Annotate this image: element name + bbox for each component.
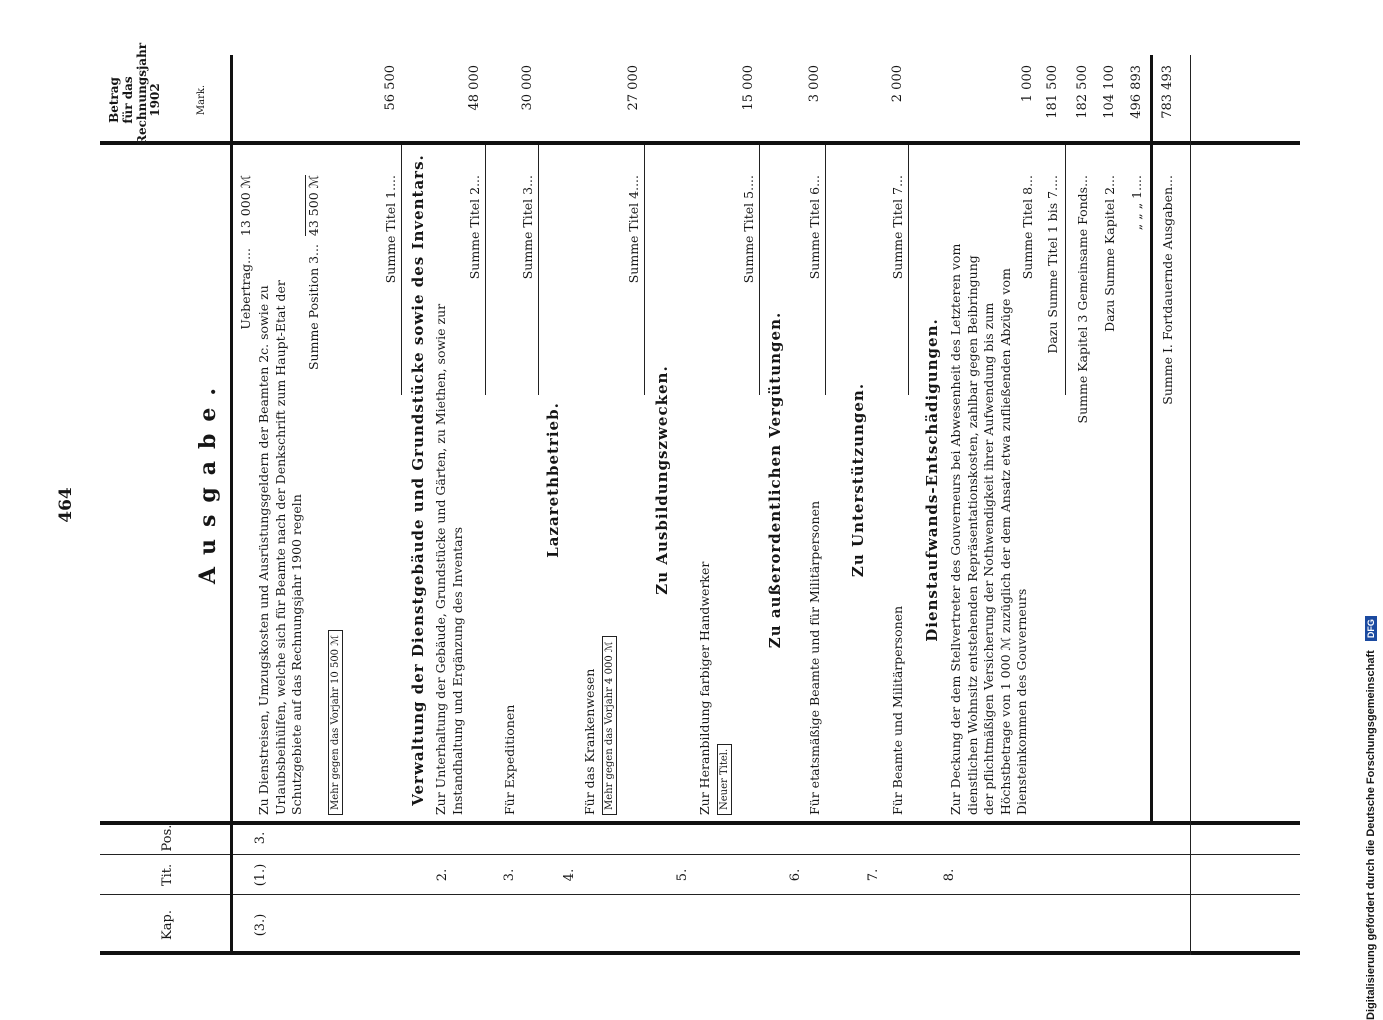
betrag-line-1: Betrag: [107, 77, 121, 123]
bottom-rule: [1190, 55, 1191, 955]
total-kap3-label: Summe Kapitel 3 Gemeinsame Fonds...: [1075, 175, 1090, 424]
row1-uebertrag: [238, 175, 253, 395]
row8-text: Zur Deckung der dem Stellvertreter des Gouverneurs bei Abwesenheit des Letzteren vom dienstlichen Wohnsitz entstehenden Repräsentationskosten, zahlbar gegen Beibringung der pflichtmäßigen Versicherung der Nothwendigkeit ihrer Aufwendung bis zum Höchstbetrage von 1 000 ℳ zuzüglich der dem Ansatz etwa zufließenden Abzüge vom Diensteinkommen des Gouverneurs: [948, 243, 1029, 815]
col-rule-pos: [100, 821, 1300, 825]
col-rule-kap: [100, 894, 1300, 895]
row4-sum: Summe Titel 4....: [626, 175, 641, 284]
row6-rule: [825, 145, 826, 395]
total-kap2-label: Dazu Summe Kapitel 2...: [1102, 175, 1117, 332]
total-kap2-value: 104 100: [1102, 65, 1117, 119]
row2-text: Zur Unterhaltung der Gebäude, Grundstücke und Gärten, zu Miethen, sowie zur Instandhaltung und Ergänzung des Inventars: [433, 303, 465, 815]
row7-tit: 7.: [866, 868, 881, 882]
betrag-line-4: 1902: [148, 83, 163, 117]
row3-sum: Summe Titel 3...: [520, 175, 535, 280]
row7-rule: [908, 145, 909, 395]
row5-tit: 5.: [675, 868, 690, 882]
row5-rule: [759, 145, 760, 395]
col-head-kap: Kap.: [160, 910, 175, 940]
row1-note: Mehr gegen das Vorjahr 10 500 ℳ: [328, 630, 343, 815]
row4-tit: 4.: [562, 868, 577, 882]
row1-text: Zu Dienstreisen, Umzugskosten und Ausrüstungsgeldern der Beamten 2c. sowie zu Urlaubsbeihülfen, welche sich für Beamte nach der Denkschrift zum Haupt-Etat der Schutzgebiete auf das Rechnungsjahr 1900 regeln: [256, 280, 304, 815]
row7-heading: Zu Unterstützungen.: [849, 382, 867, 578]
row8-tit: 8.: [942, 868, 957, 882]
row2-rule: [485, 145, 486, 395]
page-number: 464: [56, 487, 76, 523]
row5-sum: Summe Titel 5....: [741, 175, 756, 284]
row1-rule: [401, 145, 402, 395]
row4-text: Für das Krankenwesen: [582, 668, 597, 815]
row5-heading: Zu Ausbildungszwecken.: [653, 365, 671, 595]
row3-rule: [538, 145, 539, 395]
betrag-line-3: Rechnungsjahr: [134, 42, 149, 145]
row5-amount: 15 000: [741, 65, 756, 111]
row1-pos: 3.: [253, 831, 268, 845]
col-head-betrag: [107, 42, 163, 145]
row3-text: Für Expeditionen: [502, 704, 517, 815]
totals-rule-1: [1065, 145, 1066, 395]
col-head-pos: Pos.: [160, 824, 175, 852]
row4-amount: 27 000: [626, 65, 641, 111]
uebertrag-label: Uebertrag....: [238, 248, 253, 330]
row6-text: Für etatsmäßige Beamte und für Militärpersonen: [807, 500, 822, 815]
row6-tit: 6.: [788, 868, 803, 882]
row6-sum: Summe Titel 6...: [807, 175, 822, 280]
footer-text: Digitalisierung gefördert durch die Deutsche Forschungsgemeinschaft: [1365, 650, 1377, 1020]
total-titel-1-7-value: 181 500: [1045, 65, 1060, 119]
row3-tit: 3.: [502, 868, 517, 882]
total-kap1-value: 496 893: [1129, 65, 1144, 119]
row1-sum-position: [306, 175, 321, 395]
row7-sum: Summe Titel 7...: [890, 175, 905, 280]
col-rule-tit: [100, 854, 1300, 855]
dfg-logo: DFG: [1365, 616, 1377, 641]
totals-rule-2: [1150, 55, 1153, 825]
total-kap3-value: 182 500: [1075, 65, 1090, 119]
section-verwaltung: Verwaltung der Dienstgebäude und Grundstücke sowie des Inventars.: [409, 154, 427, 806]
row5-note: Neuer Titel.: [717, 744, 732, 815]
total-final-label: Summe I. Fortdauernde Ausgaben...: [1160, 175, 1175, 405]
row1-kap: (3.): [253, 913, 268, 937]
sum-pos-label: Summe Position 3...: [306, 244, 321, 371]
row4-heading: Lazarethbetrieb.: [544, 402, 562, 558]
row6-heading: Zu außerordentlichen Vergütungen.: [766, 311, 784, 649]
col-head-mark: Mark.: [196, 84, 207, 116]
row1-tit: (1.): [253, 863, 268, 887]
row8-amount: 1 000: [1020, 65, 1035, 103]
row2-tit: 2.: [435, 868, 450, 882]
page-heading: Ausgabe.: [195, 375, 221, 585]
row8-sum: Summe Titel 8...: [1020, 175, 1035, 280]
row8-heading: Dienstaufwands-Entschädigungen.: [923, 318, 941, 642]
total-final-value: 783 493: [1160, 65, 1175, 119]
row4-note: Mehr gegen das Vorjahr 4 000 ℳ: [602, 636, 617, 815]
row1-sum: Summe Titel 1....: [383, 175, 398, 284]
total-kap1-label: „ „ „ 1....: [1129, 175, 1144, 231]
row7-text: Für Beamte und Militärpersonen: [890, 605, 905, 815]
row5-text: Zur Heranbildung farbiger Handwerker: [697, 561, 712, 815]
betrag-line-2: für das: [120, 76, 135, 124]
row7-amount: 2 000: [890, 65, 905, 103]
row1-amount: 56 500: [383, 65, 398, 111]
row2-sum: Summe Titel 2...: [467, 175, 482, 280]
document-page: [56, 42, 1377, 1020]
sum-pos-value: 43 500 ℳ: [306, 175, 321, 237]
col-head-tit: Tit.: [160, 863, 175, 887]
row6-amount: 3 000: [807, 65, 822, 103]
col-rule-amount: [100, 141, 1300, 145]
left-border: [100, 951, 1300, 955]
row2-amount: 48 000: [467, 65, 482, 111]
row3-amount: 30 000: [520, 65, 535, 111]
uebertrag-value: 13 000 ℳ: [238, 175, 253, 237]
row4-rule: [644, 145, 645, 395]
total-titel-1-7-label: Dazu Summe Titel 1 bis 7....: [1045, 175, 1060, 354]
header-rule: [230, 55, 233, 955]
digitization-footer: [1365, 0, 1377, 1020]
